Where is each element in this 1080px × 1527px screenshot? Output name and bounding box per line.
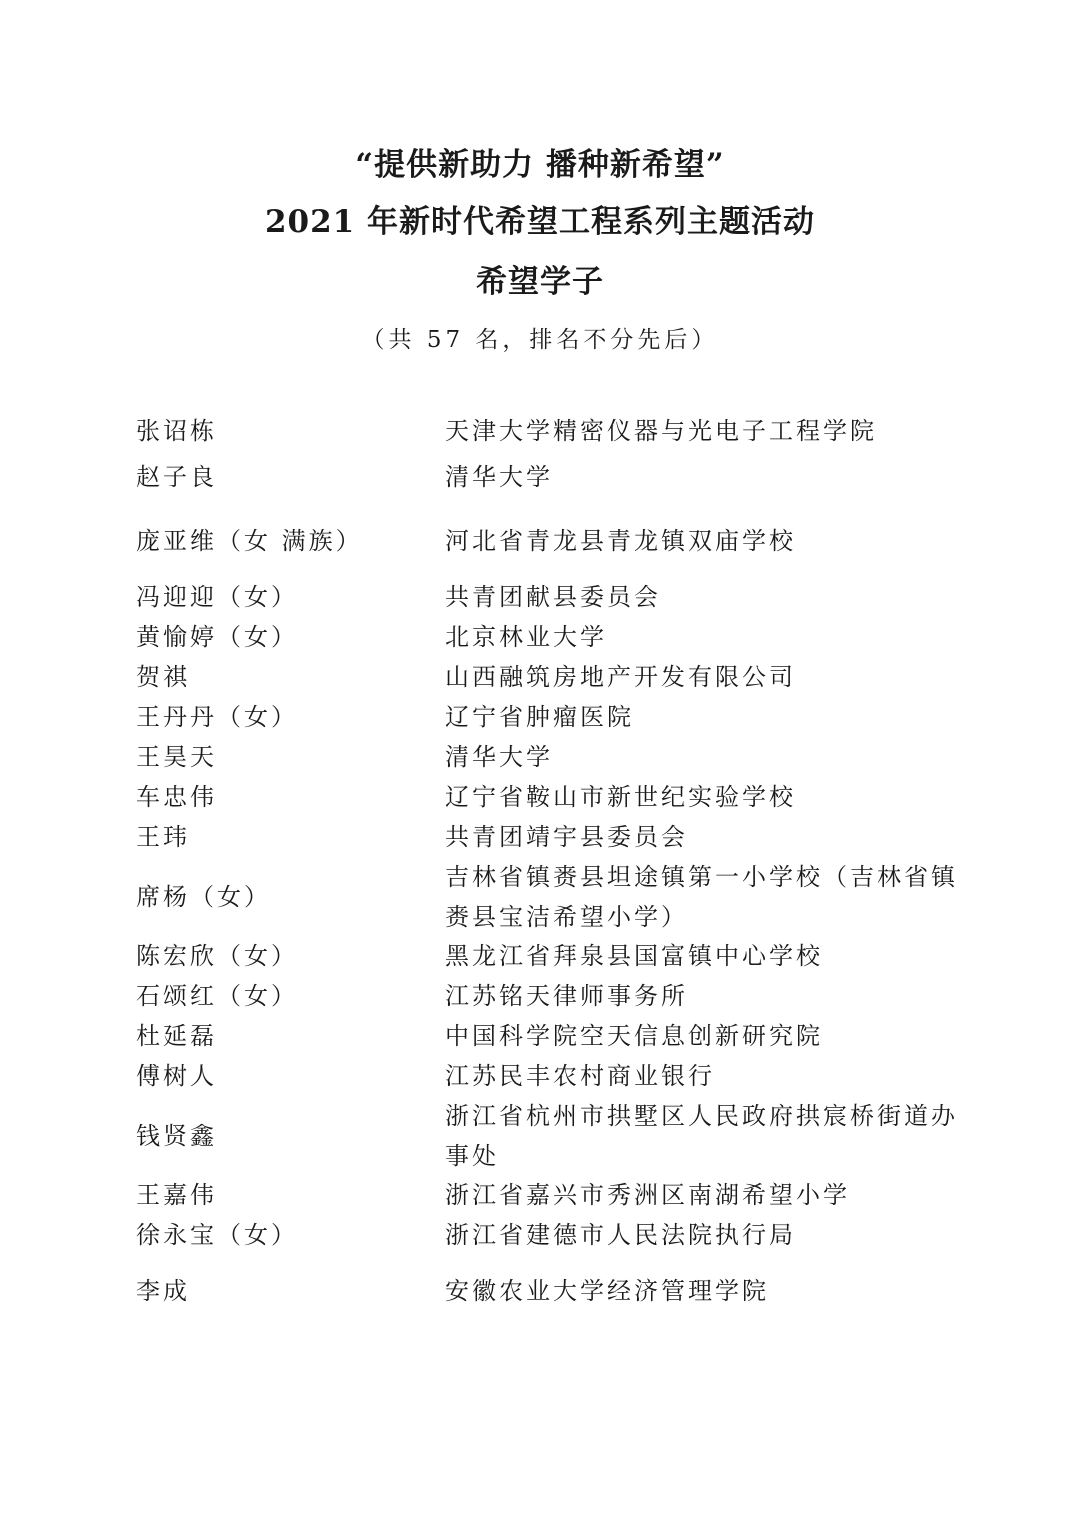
honoree-name: 杜延磊 <box>136 1022 217 1050</box>
honoree-name: 张诏栋 <box>136 417 217 445</box>
honoree-organization: 清华大学 <box>445 743 553 771</box>
honoree-organization: 山西融筑房地产开发有限公司 <box>445 663 796 691</box>
honoree-name: 李成 <box>136 1277 190 1305</box>
honoree-organization: 辽宁省鞍山市新世纪实验学校 <box>445 783 796 811</box>
honoree-organization: 江苏民丰农村商业银行 <box>445 1062 715 1090</box>
honoree-organization: 江苏铭天律师事务所 <box>445 982 688 1010</box>
honoree-organization: 浙江省建德市人民法院执行局 <box>445 1221 796 1249</box>
honoree-organization: 河北省青龙县青龙镇双庙学校 <box>445 527 796 555</box>
honoree-organization: 浙江省杭州市拱墅区人民政府拱宸桥街道办事处 <box>445 1102 958 1170</box>
honoree-organization: 共青团靖宇县委员会 <box>445 823 688 851</box>
honoree-organization: 清华大学 <box>445 463 553 491</box>
title-activity: 2021 年新时代希望工程系列主题活动 <box>264 204 816 240</box>
honoree-name: 陈宏欣（女） <box>136 942 298 970</box>
honoree-name: 黄愉婷（女） <box>136 623 298 651</box>
honoree-name: 王丹丹（女） <box>136 703 298 731</box>
honoree-organization: 安徽农业大学经济管理学院 <box>445 1277 769 1305</box>
honoree-organization: 辽宁省肿瘤医院 <box>445 703 634 731</box>
honoree-organization: 黑龙江省拜泉县国富镇中心学校 <box>445 942 823 970</box>
honoree-name: 王嘉伟 <box>136 1181 217 1209</box>
honoree-name: 庞亚维（女 满族） <box>136 527 363 555</box>
honoree-name: 徐永宝（女） <box>136 1221 298 1249</box>
honoree-organization: 共青团献县委员会 <box>445 583 661 611</box>
honoree-name: 车忠伟 <box>136 783 217 811</box>
title-award: 希望学子 <box>476 264 604 300</box>
honoree-name: 冯迎迎（女） <box>136 583 298 611</box>
honoree-name: 赵子良 <box>136 463 217 491</box>
honoree-name: 王昊天 <box>136 743 217 771</box>
honoree-organization: 吉林省镇赉县坦途镇第一小学校（吉林省镇赉县宝洁希望小学） <box>445 863 958 931</box>
honoree-organization: 天津大学精密仪器与光电子工程学院 <box>445 417 877 445</box>
title-slogan: “提供新助力 播种新希望” <box>355 147 725 183</box>
honoree-name: 傅树人 <box>136 1062 217 1090</box>
honoree-name: 石颂红（女） <box>136 982 298 1010</box>
count-note: （共 57 名，排名不分先后） <box>361 327 719 353</box>
honoree-name: 钱贤鑫 <box>136 1122 217 1150</box>
honoree-organization: 北京林业大学 <box>445 623 607 651</box>
honoree-name: 王玮 <box>136 823 190 851</box>
honoree-organization: 中国科学院空天信息创新研究院 <box>445 1022 823 1050</box>
honoree-name: 贺祺 <box>136 663 190 691</box>
honoree-organization: 浙江省嘉兴市秀洲区南湖希望小学 <box>445 1181 850 1209</box>
honoree-name: 席杨（女） <box>136 883 271 911</box>
